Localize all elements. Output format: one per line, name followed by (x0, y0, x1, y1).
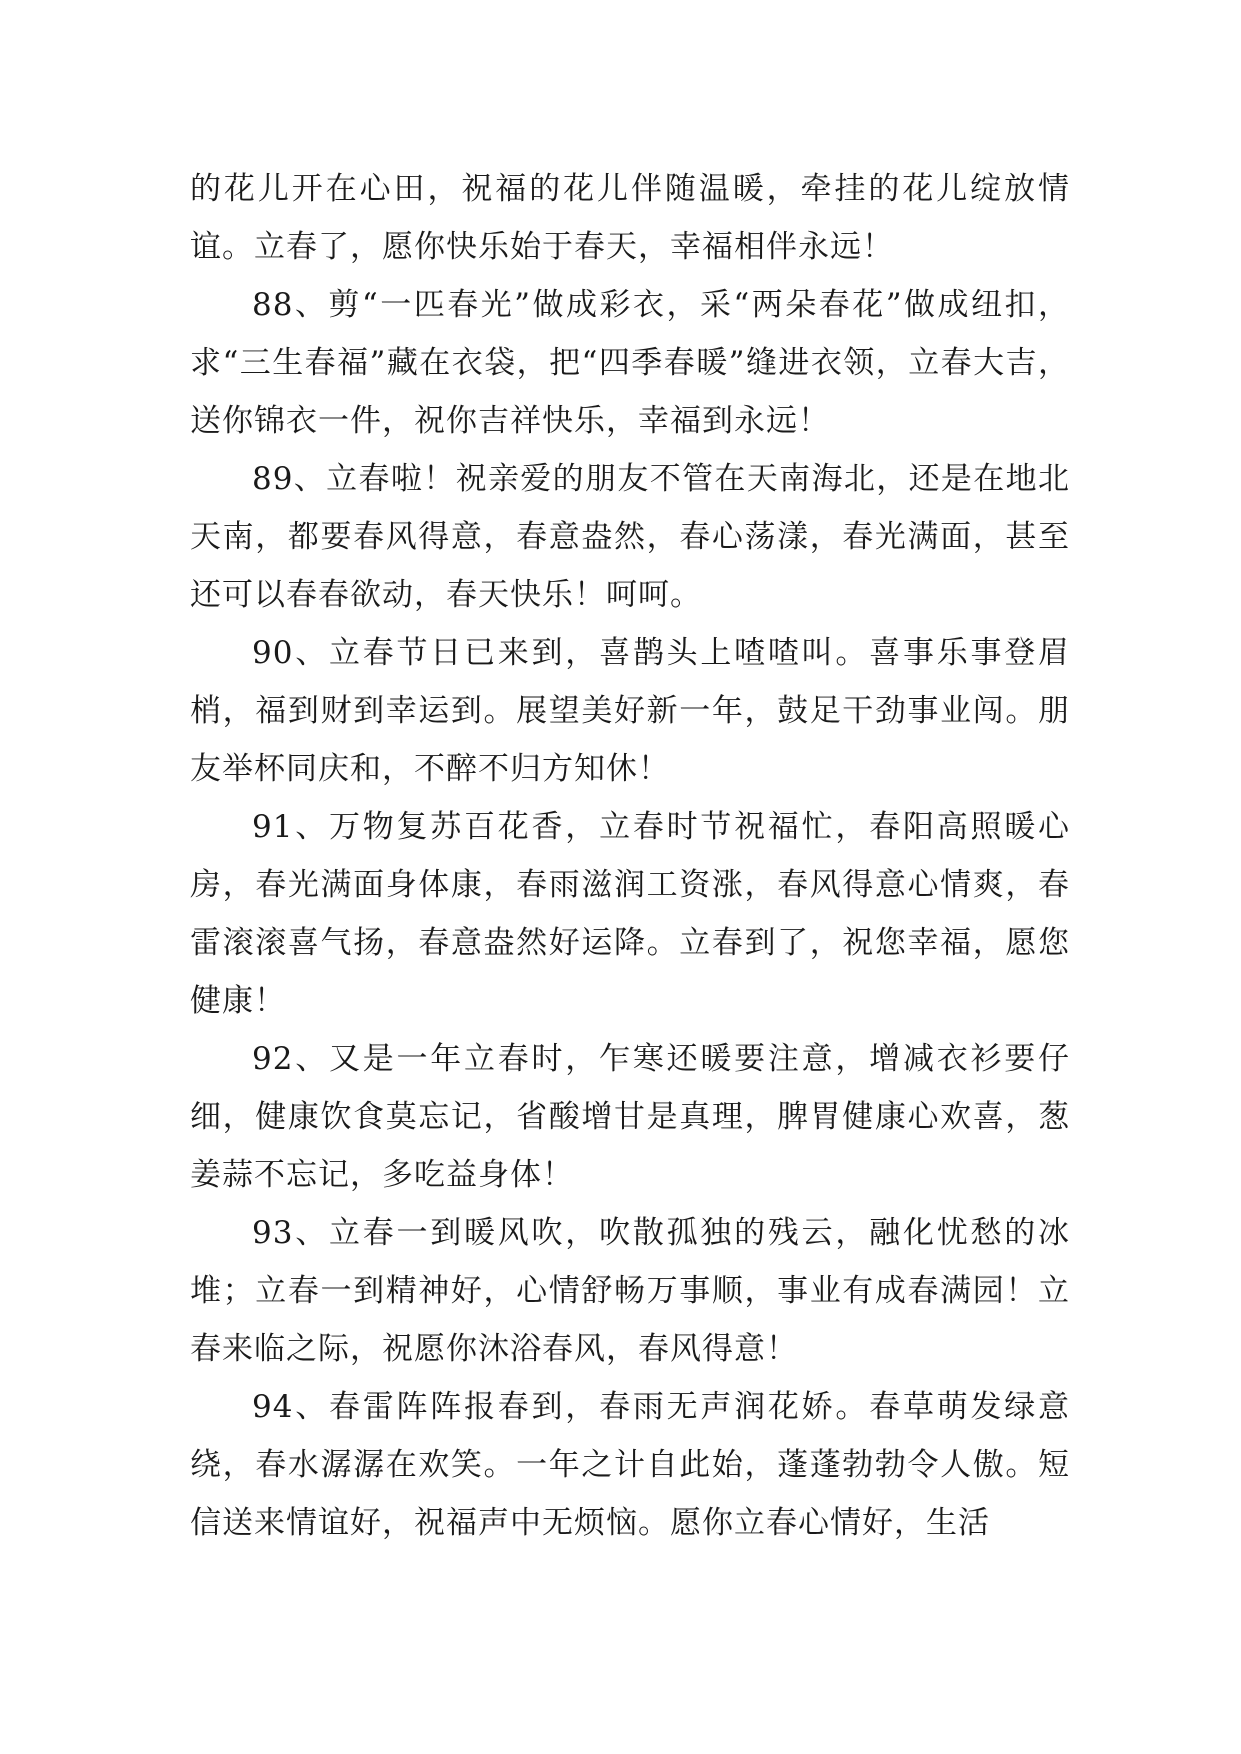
paragraph: 94、春雷阵阵报春到，春雨无声润花娇。春草萌发绿意绕，春水潺潺在欢笑。一年之计自此始，蓬蓬勃勃令人傲。短信送来情谊好，祝福声中无烦恼。愿你立春心情好，生活 (190, 1389, 1070, 1541)
document-body (190, 160, 1070, 1552)
paragraph: 92、又是一年立春时，乍寒还暖要注意，增减衣衫要仔细，健康饮食莫忘记，省酸增甘是真理，脾胃健康心欢喜，葱姜蒜不忘记，多吃益身体！ (190, 1041, 1070, 1193)
paragraph: 的花儿开在心田，祝福的花儿伴随温暖，牵挂的花儿绽放情谊。立春了，愿你快乐始于春天，幸福相伴永远！ (190, 171, 1070, 265)
paragraph: 91、万物复苏百花香，立春时节祝福忙，春阳高照暖心房，春光满面身体康，春雨滋润工资涨，春风得意心情爽，春雷滚滚喜气扬，春意盎然好运降。立春到了，祝您幸福，愿您健康！ (190, 809, 1070, 1019)
paragraph: 88、剪“一匹春光”做成彩衣，采“两朵春花”做成纽扣，求“三生春福”藏在衣袋，把“四季春暖”缝进衣领，立春大吉，送你锦衣一件，祝你吉祥快乐，幸福到永远！ (190, 287, 1070, 439)
paragraph: 90、立春节日已来到，喜鹊头上喳喳叫。喜事乐事登眉梢，福到财到幸运到。展望美好新一年，鼓足干劲事业闯。朋友举杯同庆和，不醉不归方知休！ (190, 635, 1070, 787)
paragraph: 93、立春一到暖风吹，吹散孤独的残云，融化忧愁的冰堆；立春一到精神好，心情舒畅万事顺，事业有成春满园！立春来临之际，祝愿你沐浴春风，春风得意！ (190, 1215, 1070, 1367)
paragraph: 89、立春啦！祝亲爱的朋友不管在天南海北，还是在地北天南，都要春风得意，春意盎然，春心荡漾，春光满面，甚至还可以春春欲动，春天快乐！呵呵。 (190, 461, 1070, 613)
